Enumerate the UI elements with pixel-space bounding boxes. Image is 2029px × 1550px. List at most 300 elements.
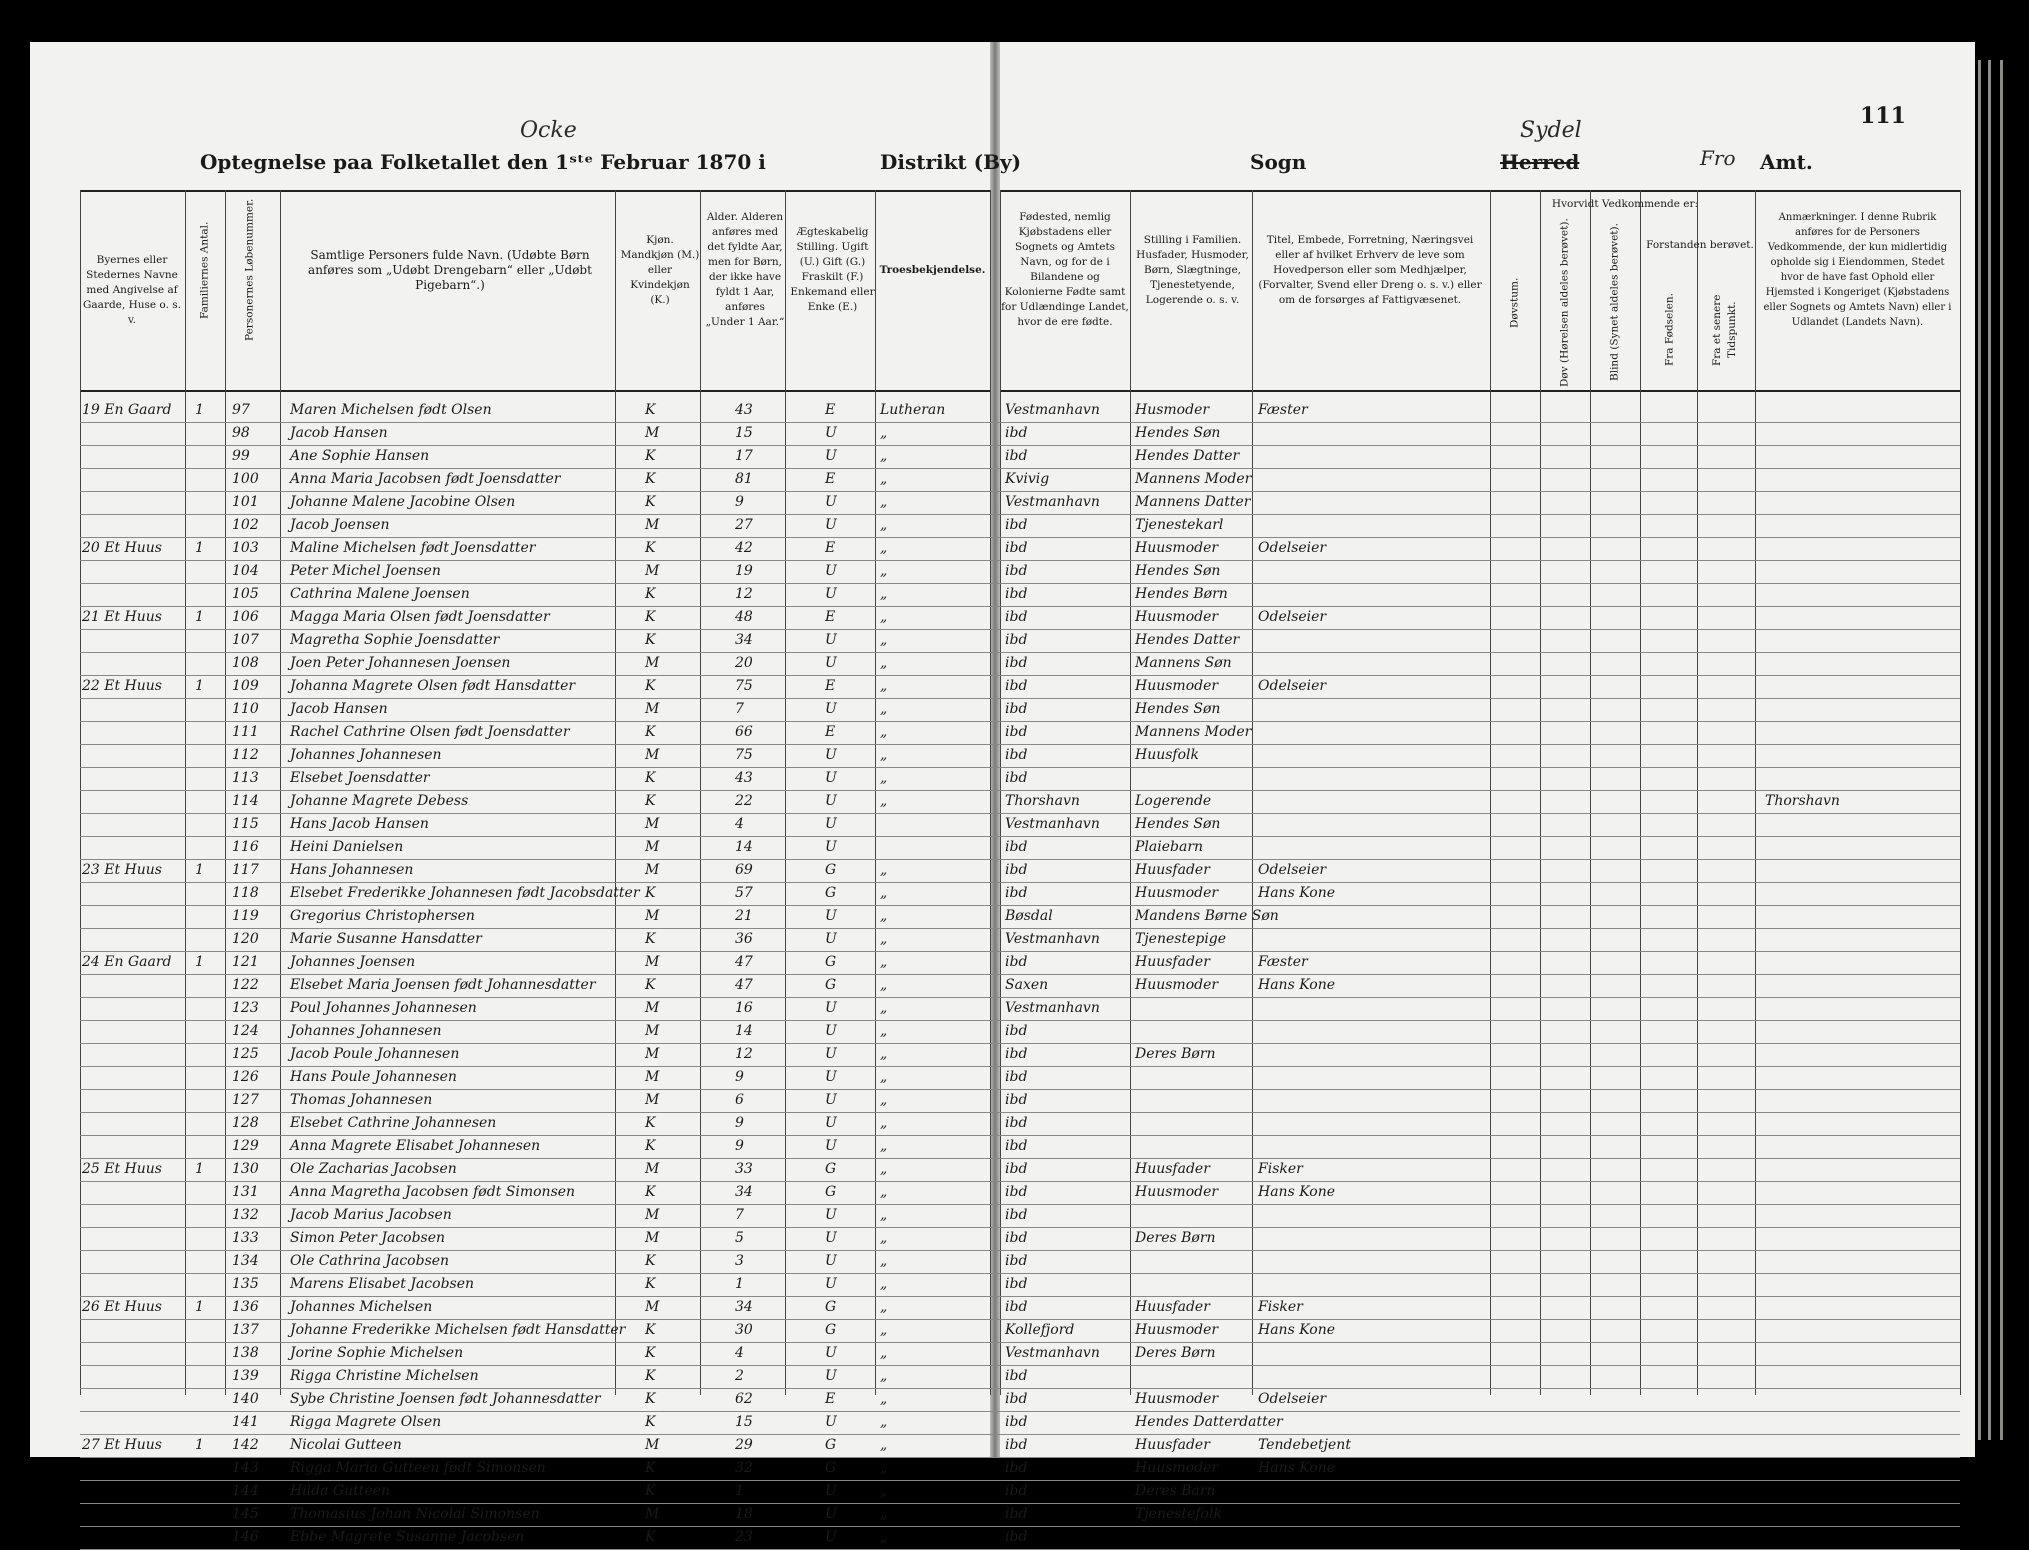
person-number-cell: 135 <box>232 1276 259 1292</box>
name-cell: Jacob Joensen <box>290 517 390 533</box>
name-cell: Anna Magretha Jacobsen født Simonsen <box>290 1184 576 1200</box>
civil-status-cell: G <box>825 1299 837 1315</box>
birthplace-cell: ibd <box>1005 1460 1028 1476</box>
civil-status-cell: U <box>825 1253 837 1269</box>
age-cell: 12 <box>735 586 753 602</box>
table-row <box>0 814 1960 837</box>
civil-status-cell: U <box>825 1046 837 1062</box>
sex-cell: K <box>645 471 656 487</box>
sex-cell: M <box>645 747 660 763</box>
birthplace-cell: ibd <box>1005 1230 1028 1246</box>
occupation-cell: Hans Kone <box>1258 1322 1336 1338</box>
sex-cell: M <box>645 1092 660 1108</box>
birthplace-cell: ibd <box>1005 655 1028 671</box>
age-cell: 1 <box>735 1276 744 1292</box>
col-header-group: Hvorvidt Vedkommende er: <box>1551 197 1699 210</box>
faith-cell: „ <box>880 1184 888 1200</box>
occupation-cell: Hans Kone <box>1258 885 1336 901</box>
civil-status-cell: U <box>825 1069 837 1085</box>
age-cell: 5 <box>735 1230 744 1246</box>
age-cell: 20 <box>735 655 753 671</box>
civil-status-cell: G <box>825 1437 837 1453</box>
faith-cell: „ <box>880 954 888 970</box>
civil-status-cell: U <box>825 1092 837 1108</box>
table-row <box>0 561 1960 584</box>
faith-cell: „ <box>880 1437 888 1453</box>
person-number-cell: 103 <box>232 540 259 556</box>
civil-status-cell: U <box>825 1138 837 1154</box>
family-role-cell: Mannens Moder <box>1135 724 1252 740</box>
family-role-cell: Huusmoder <box>1135 885 1219 901</box>
person-number-cell: 101 <box>232 494 259 510</box>
col-header-name: Samtlige Personers fulde Navn. (Udøbte Børn anføres som „Udøbt Drengebarn“ eller „Udøbt Pigebarn“.) <box>308 247 592 292</box>
person-number-cell: 132 <box>232 1207 259 1223</box>
family-role-cell: Huusmoder <box>1135 1460 1219 1476</box>
birthplace-cell: Vestmanhavn <box>1005 494 1100 510</box>
family-role-cell: Hendes Børn <box>1135 586 1228 602</box>
name-cell: Magga Maria Olsen født Joensdatter <box>290 609 550 625</box>
table-row <box>0 446 1960 469</box>
family-count-cell: 1 <box>195 1299 204 1315</box>
col-header-remarks: Anmærkninger. I denne Rubrik anføres for de Personers Vedkommende, der kun midlertidig opholde sig i Eiendommen, Stedet hvor de have fast Ophold eller Hjemsted i Kongeriget (Kjøbstadens eller Sognets og Amtets Navn) eller i Udlandet (Landets Navn). <box>1763 212 1952 328</box>
table-row <box>0 745 1960 768</box>
place-cell: 24 En Gaard <box>82 954 172 970</box>
col-header-insane: Forstanden berøvet. <box>1646 238 1754 251</box>
age-cell: 47 <box>735 977 753 993</box>
sex-cell: K <box>645 1460 656 1476</box>
age-cell: 16 <box>735 1000 753 1016</box>
name-cell: Magretha Sophie Joensdatter <box>290 632 500 648</box>
table-row <box>0 607 1960 630</box>
name-cell: Johanne Magrete Debess <box>290 793 469 809</box>
family-count-cell: 1 <box>195 954 204 970</box>
person-number-cell: 107 <box>232 632 259 648</box>
age-cell: 9 <box>735 1069 744 1085</box>
faith-cell: „ <box>880 1092 888 1108</box>
age-cell: 6 <box>735 1092 744 1108</box>
faith-cell: „ <box>880 931 888 947</box>
birthplace-cell: ibd <box>1005 1276 1028 1292</box>
sex-cell: K <box>645 540 656 556</box>
birthplace-cell: ibd <box>1005 1299 1028 1315</box>
civil-status-cell: U <box>825 1276 837 1292</box>
civil-status-cell: U <box>825 1115 837 1131</box>
age-cell: 43 <box>735 402 753 418</box>
table-row <box>0 998 1960 1021</box>
sex-cell: M <box>645 862 660 878</box>
sex-cell: K <box>645 1322 656 1338</box>
birthplace-cell: ibd <box>1005 425 1028 441</box>
age-cell: 15 <box>735 1414 753 1430</box>
name-cell: Hilda Gutteen <box>290 1483 390 1499</box>
person-number-cell: 141 <box>232 1414 259 1430</box>
faith-cell: „ <box>880 609 888 625</box>
age-cell: 43 <box>735 770 753 786</box>
civil-status-cell: U <box>825 425 837 441</box>
faith-cell: „ <box>880 1460 888 1476</box>
sex-cell: M <box>645 1000 660 1016</box>
table-row <box>0 1274 1960 1297</box>
table-row <box>0 1297 1960 1320</box>
place-cell: 20 Et Huus <box>82 540 162 556</box>
civil-status-cell: U <box>825 655 837 671</box>
faith-cell: „ <box>880 1299 888 1315</box>
table-row <box>0 906 1960 929</box>
col-header-birthplace: Fødested, nemlig Kjøbstadens eller Sognets og Amtets Navn, og for de i Bilandene og Kolonierne Fødte samt for Udlændinge Landet, hvor de ere fødte. <box>1001 211 1129 328</box>
birthplace-cell: ibd <box>1005 517 1028 533</box>
name-cell: Johannes Michelsen <box>290 1299 433 1315</box>
sex-cell: K <box>645 1184 656 1200</box>
name-cell: Nicolai Gutteen <box>290 1437 402 1453</box>
civil-status-cell: U <box>825 1000 837 1016</box>
person-number-cell: 126 <box>232 1069 259 1085</box>
name-cell: Anna Maria Jacobsen født Joensdatter <box>290 471 561 487</box>
name-cell: Rigga Maria Gutteen født Simonsen <box>290 1460 546 1476</box>
sex-cell: K <box>645 885 656 901</box>
name-cell: Thomasius Johan Nicolai Simonsen <box>290 1506 540 1522</box>
age-cell: 62 <box>735 1391 753 1407</box>
birthplace-cell: ibd <box>1005 586 1028 602</box>
table-row <box>0 1458 1960 1481</box>
faith-cell: „ <box>880 1253 888 1269</box>
faith-cell: „ <box>880 517 888 533</box>
name-cell: Ebbe Magrete Susanne Jacobsen <box>290 1529 525 1545</box>
table-row <box>0 1090 1960 1113</box>
faith-cell: „ <box>880 1138 888 1154</box>
faith-cell: „ <box>880 540 888 556</box>
page-edge <box>1988 60 1991 1440</box>
table-row <box>0 653 1960 676</box>
civil-status-cell: U <box>825 1368 837 1384</box>
person-number-cell: 118 <box>232 885 259 901</box>
name-cell: Gregorius Christophersen <box>290 908 475 924</box>
faith-cell: „ <box>880 701 888 717</box>
table-row <box>0 676 1960 699</box>
family-role-cell: Mannens Søn <box>1135 655 1232 671</box>
civil-status-cell: G <box>825 1460 837 1476</box>
table-row <box>0 883 1960 906</box>
col-header-faith: Troesbekjendelse. <box>879 263 986 276</box>
family-role-cell: Huusfader <box>1135 1299 1210 1315</box>
sex-cell: K <box>645 1483 656 1499</box>
name-cell: Elsebet Maria Joensen født Johannesdatter <box>290 977 596 993</box>
age-cell: 2 <box>735 1368 744 1384</box>
table-row <box>0 538 1960 561</box>
sex-cell: M <box>645 816 660 832</box>
civil-status-cell: U <box>825 448 837 464</box>
page-number: 111 <box>1860 103 1906 129</box>
family-role-cell: Hendes Søn <box>1135 816 1221 832</box>
name-cell: Johannes Johannesen <box>290 747 442 763</box>
faith-cell: „ <box>880 724 888 740</box>
table-row <box>0 1343 1960 1366</box>
name-cell: Sybe Christine Joensen født Johannesdatter <box>290 1391 601 1407</box>
faith-cell: „ <box>880 908 888 924</box>
sex-cell: M <box>645 1046 660 1062</box>
col-header-deafmute: Døvstum. <box>1508 277 1521 328</box>
civil-status-cell: U <box>825 1483 837 1499</box>
family-role-cell: Huusmoder <box>1135 678 1219 694</box>
family-role-cell: Huusmoder <box>1135 540 1219 556</box>
person-number-cell: 144 <box>232 1483 259 1499</box>
table-row <box>0 1527 1960 1550</box>
name-cell: Ane Sophie Hansen <box>290 448 430 464</box>
sex-cell: M <box>645 1437 660 1453</box>
age-cell: 1 <box>735 1483 744 1499</box>
birthplace-cell: ibd <box>1005 540 1028 556</box>
sex-cell: K <box>645 1529 656 1545</box>
name-cell: Johannes Joensen <box>290 954 416 970</box>
faith-cell: „ <box>880 1000 888 1016</box>
civil-status-cell: U <box>825 701 837 717</box>
civil-status-cell: U <box>825 747 837 763</box>
name-cell: Rigga Magrete Olsen <box>290 1414 442 1430</box>
faith-cell: „ <box>880 1506 888 1522</box>
civil-status-cell: E <box>825 678 836 694</box>
age-cell: 36 <box>735 931 753 947</box>
faith-cell: „ <box>880 494 888 510</box>
birthplace-cell: ibd <box>1005 1483 1028 1499</box>
table-row <box>0 630 1960 653</box>
sex-cell: M <box>645 563 660 579</box>
table-row <box>0 837 1960 860</box>
birthplace-cell: ibd <box>1005 1184 1028 1200</box>
civil-status-cell: U <box>825 1529 837 1545</box>
person-number-cell: 117 <box>232 862 259 878</box>
table-row <box>0 1205 1960 1228</box>
birthplace-cell: ibd <box>1005 1437 1028 1453</box>
age-cell: 14 <box>735 1023 753 1039</box>
civil-status-cell: U <box>825 1230 837 1246</box>
name-cell: Rachel Cathrine Olsen født Joensdatter <box>290 724 570 740</box>
table-row <box>0 400 1960 423</box>
faith-cell: „ <box>880 1483 888 1499</box>
person-number-cell: 112 <box>232 747 259 763</box>
age-cell: 14 <box>735 839 753 855</box>
sex-cell: M <box>645 908 660 924</box>
civil-status-cell: E <box>825 471 836 487</box>
name-cell: Marie Susanne Hansdatter <box>290 931 482 947</box>
name-cell: Jacob Marius Jacobsen <box>290 1207 452 1223</box>
family-count-cell: 1 <box>195 540 204 556</box>
birthplace-cell: ibd <box>1005 1207 1028 1223</box>
birthplace-cell: ibd <box>1005 954 1028 970</box>
name-cell: Ole Zacharias Jacobsen <box>290 1161 457 1177</box>
family-role-cell: Tjenestekarl <box>1135 517 1224 533</box>
table-row <box>0 722 1960 745</box>
table-row <box>0 584 1960 607</box>
birthplace-cell: ibd <box>1005 1023 1028 1039</box>
civil-status-cell: E <box>825 402 836 418</box>
col-header-place: Byernes eller Stedernes Navne med Angivelse af Gaarde, Huse o. s. v. <box>83 253 181 326</box>
age-cell: 4 <box>735 816 744 832</box>
civil-status-cell: E <box>825 540 836 556</box>
civil-status-cell: U <box>825 793 837 809</box>
birthplace-cell: Kvivig <box>1005 471 1050 487</box>
faith-cell: „ <box>880 977 888 993</box>
name-cell: Rigga Christine Michelsen <box>290 1368 479 1384</box>
person-number-cell: 99 <box>232 448 250 464</box>
birthplace-cell: ibd <box>1005 724 1028 740</box>
occupation-cell: Odelseier <box>1258 1391 1327 1407</box>
table-row <box>0 929 1960 952</box>
faith-cell: „ <box>880 770 888 786</box>
place-cell: 26 Et Huus <box>82 1299 162 1315</box>
district-label: Distrikt (By) <box>880 150 1022 174</box>
age-cell: 18 <box>735 1506 753 1522</box>
person-number-cell: 116 <box>232 839 259 855</box>
family-role-cell: Hendes Søn <box>1135 563 1221 579</box>
faith-cell: „ <box>880 1345 888 1361</box>
civil-status-cell: E <box>825 724 836 740</box>
birthplace-cell: ibd <box>1005 1391 1028 1407</box>
civil-status-cell: G <box>825 885 837 901</box>
faith-cell: „ <box>880 1276 888 1292</box>
birthplace-cell: ibd <box>1005 1368 1028 1384</box>
age-cell: 27 <box>735 517 753 533</box>
faith-cell: „ <box>880 1230 888 1246</box>
family-count-cell: 1 <box>195 609 204 625</box>
sex-cell: K <box>645 977 656 993</box>
name-cell: Elsebet Joensdatter <box>290 770 430 786</box>
age-cell: 9 <box>735 494 744 510</box>
name-cell: Cathrina Malene Joensen <box>290 586 470 602</box>
faith-cell: „ <box>880 793 888 809</box>
birthplace-cell: ibd <box>1005 678 1028 694</box>
faith-cell: „ <box>880 1161 888 1177</box>
sex-cell: K <box>645 586 656 602</box>
sex-cell: K <box>645 448 656 464</box>
faith-cell: „ <box>880 1529 888 1545</box>
civil-status-cell: U <box>825 517 837 533</box>
age-cell: 34 <box>735 632 753 648</box>
sex-cell: K <box>645 931 656 947</box>
person-number-cell: 143 <box>232 1460 259 1476</box>
page-edge <box>1978 60 1981 1440</box>
faith-cell: „ <box>880 1207 888 1223</box>
person-number-cell: 140 <box>232 1391 259 1407</box>
family-role-cell: Huusmoder <box>1135 1184 1219 1200</box>
sex-cell: K <box>645 609 656 625</box>
amt-label: Amt. <box>1760 150 1813 174</box>
place-cell: 23 Et Huus <box>82 862 162 878</box>
sex-cell: K <box>645 1368 656 1384</box>
column-rule <box>1960 190 1961 1395</box>
name-cell: Simon Peter Jacobsen <box>290 1230 446 1246</box>
place-cell: 25 Et Huus <box>82 1161 162 1177</box>
table-row <box>0 1251 1960 1274</box>
person-number-cell: 120 <box>232 931 259 947</box>
table-row <box>0 1136 1960 1159</box>
name-cell: Jacob Hansen <box>290 701 388 717</box>
civil-status-cell: E <box>825 1391 836 1407</box>
age-cell: 3 <box>735 1253 744 1269</box>
faith-cell: „ <box>880 747 888 763</box>
person-number-cell: 104 <box>232 563 259 579</box>
table-row <box>0 1504 1960 1527</box>
age-cell: 34 <box>735 1184 753 1200</box>
faith-cell: „ <box>880 1023 888 1039</box>
occupation-cell: Fisker <box>1258 1299 1303 1315</box>
name-cell: Jacob Poule Johannesen <box>290 1046 460 1062</box>
birthplace-cell: ibd <box>1005 770 1028 786</box>
family-role-cell: Deres Børn <box>1135 1345 1216 1361</box>
occupation-cell: Odelseier <box>1258 678 1327 694</box>
name-cell: Peter Michel Joensen <box>290 563 441 579</box>
occupation-cell: Fisker <box>1258 1161 1303 1177</box>
civil-status-cell: U <box>825 770 837 786</box>
civil-status-cell: U <box>825 1345 837 1361</box>
col-header-from-birth: Fra Fødselen. <box>1663 293 1676 367</box>
person-number-cell: 105 <box>232 586 259 602</box>
sex-cell: M <box>645 839 660 855</box>
birthplace-cell: Vestmanhavn <box>1005 402 1100 418</box>
birthplace-cell: ibd <box>1005 1161 1028 1177</box>
faith-cell: „ <box>880 678 888 694</box>
table-row <box>0 1159 1960 1182</box>
person-number-cell: 142 <box>232 1437 259 1453</box>
col-header-deaf: Døv (Hørelsen aldeles berøvet). <box>1558 218 1571 387</box>
birthplace-cell: Kollefjord <box>1005 1322 1075 1338</box>
header-bottom-rule <box>1000 390 1960 392</box>
table-row <box>0 1021 1960 1044</box>
person-number-cell: 115 <box>232 816 259 832</box>
occupation-cell: Odelseier <box>1258 609 1327 625</box>
sex-cell: K <box>645 494 656 510</box>
faith-cell: „ <box>880 1046 888 1062</box>
person-number-cell: 114 <box>232 793 259 809</box>
birthplace-cell: ibd <box>1005 862 1028 878</box>
table-row <box>0 1389 1960 1412</box>
table-row <box>0 1481 1960 1504</box>
age-cell: 30 <box>735 1322 753 1338</box>
age-cell: 12 <box>735 1046 753 1062</box>
occupation-cell: Fæster <box>1258 954 1308 970</box>
birthplace-cell: ibd <box>1005 1046 1028 1062</box>
faith-cell: „ <box>880 471 888 487</box>
sex-cell: M <box>645 1506 660 1522</box>
age-cell: 19 <box>735 563 753 579</box>
family-role-cell: Logerende <box>1135 793 1212 809</box>
faith-cell: „ <box>880 1069 888 1085</box>
faith-cell: „ <box>880 862 888 878</box>
age-cell: 47 <box>735 954 753 970</box>
sex-cell: K <box>645 1138 656 1154</box>
family-role-cell: Huusmoder <box>1135 977 1219 993</box>
birthplace-cell: ibd <box>1005 1092 1028 1108</box>
table-row <box>0 1320 1960 1343</box>
table-row <box>0 1435 1960 1458</box>
table-row <box>0 1113 1960 1136</box>
age-cell: 7 <box>735 701 744 717</box>
age-cell: 15 <box>735 425 753 441</box>
sex-cell: K <box>645 1253 656 1269</box>
person-number-cell: 100 <box>232 471 259 487</box>
birthplace-cell: Vestmanhavn <box>1005 1345 1100 1361</box>
age-cell: 17 <box>735 448 753 464</box>
age-cell: 32 <box>735 1460 753 1476</box>
sex-cell: K <box>645 402 656 418</box>
civil-status-cell: U <box>825 931 837 947</box>
person-number-cell: 146 <box>232 1529 259 1545</box>
name-cell: Jorine Sophie Michelsen <box>290 1345 464 1361</box>
sex-cell: M <box>645 1230 660 1246</box>
person-number-cell: 119 <box>232 908 259 924</box>
col-header-person-number: Personernes Løbenummer. <box>243 198 256 342</box>
family-role-cell: Huusfader <box>1135 1161 1210 1177</box>
family-count-cell: 1 <box>195 1161 204 1177</box>
person-number-cell: 138 <box>232 1345 259 1361</box>
